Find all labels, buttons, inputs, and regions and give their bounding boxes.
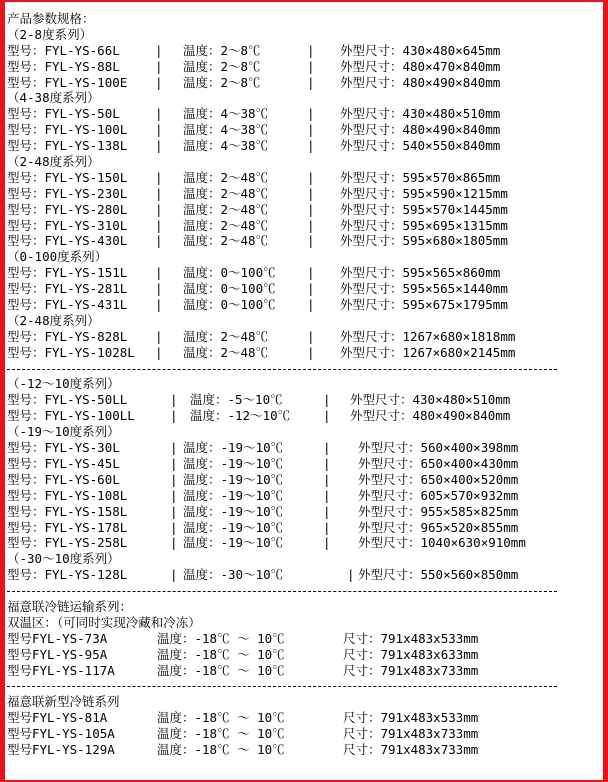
temperature-text: 温度：-19～10℃ (183, 440, 284, 456)
column-separator: | (307, 217, 315, 233)
new-series-heading-text: 福意联新型冷链系列 (7, 694, 120, 710)
transport-subheading-text: 双温区：（可同时实现冷藏和冷冻） (7, 614, 201, 630)
dashed-divider (7, 361, 597, 377)
transport-row (7, 663, 597, 679)
column-separator: | (170, 440, 178, 456)
temperature-text: 温度：2～8℃ (183, 74, 261, 90)
model-text: 型号：FYL-YS-230L (7, 185, 128, 201)
spec-row (7, 567, 597, 583)
size-text: 外型尺寸：595×695×1315mm (340, 217, 508, 233)
column-separator: | (155, 106, 163, 122)
spec-row (7, 297, 597, 313)
column-separator: | (307, 281, 315, 297)
section-heading (7, 154, 597, 170)
temperature-text: 温度：2～48℃ (183, 328, 269, 344)
column-separator: | (170, 519, 178, 535)
model-text: 型号：FYL-YS-430L (7, 233, 128, 249)
model-text: 型号：FYL-YS-150L (7, 169, 128, 185)
model-text: 型号：FYL-YS-151L (7, 265, 128, 281)
spec-row (7, 281, 597, 297)
new-series-row (7, 710, 597, 726)
spec-row (7, 265, 597, 281)
column-separator: | (307, 201, 315, 217)
spec-row (7, 233, 597, 249)
temperature-text: 温度：2～48℃ (183, 169, 269, 185)
column-separator: | (307, 344, 315, 360)
model-text: 型号：FYL-YS-280L (7, 201, 128, 217)
model-text: 型号FYL-YS-129A (7, 741, 115, 757)
size-text: 外型尺寸：605×570×932mm (358, 487, 519, 503)
transport-subheading (7, 615, 597, 631)
size-text: 外型尺寸：480×470×840mm (340, 58, 501, 74)
size-text: 外型尺寸：595×675×1795mm (340, 297, 508, 313)
column-separator: | (170, 471, 178, 487)
new-series-row (7, 742, 597, 758)
spec-row (7, 43, 597, 59)
column-separator: | (155, 42, 163, 58)
model-text: 型号：FYL-YS-100LL (7, 408, 135, 424)
column-separator: | (155, 138, 163, 154)
model-text: 型号：FYL-YS-158L (7, 503, 128, 519)
spec-row (7, 186, 597, 202)
column-separator: | (307, 233, 315, 249)
model-text: 型号：FYL-YS-66L (7, 42, 120, 58)
spec-row (7, 329, 597, 345)
model-text: 型号：FYL-YS-45L (7, 455, 120, 471)
column-separator: | (307, 74, 315, 90)
column-separator: | (170, 392, 178, 408)
model-text: 型号：FYL-YS-828L (7, 328, 128, 344)
spec-row (7, 456, 597, 472)
temperature-text: 温度：-18℃ ～ 10℃ (157, 662, 285, 678)
column-separator: | (323, 519, 331, 535)
size-text: 外型尺寸：965×520×855mm (358, 519, 519, 535)
title-text: 产品参数规格： (7, 11, 95, 26)
size-text: 外型尺寸：595×570×1445mm (340, 201, 508, 217)
temperature-text: 温度：2～48℃ (183, 185, 269, 201)
column-separator: | (170, 455, 178, 471)
transport-row (7, 647, 597, 663)
section-heading-text: （-12～10度系列） (7, 376, 120, 392)
column-separator: | (323, 408, 331, 424)
column-separator: | (323, 392, 331, 408)
column-separator: | (347, 567, 355, 583)
model-text: 型号：FYL-YS-88L (7, 58, 120, 74)
temperature-text: 温度：-30～10℃ (183, 567, 284, 583)
size-text: 尺寸：791x483x733mm (343, 726, 479, 742)
transport-heading (7, 599, 597, 615)
temperature-text: 温度：-18℃ ～ 10℃ (157, 646, 285, 662)
section-heading-text: （2-8度系列） (7, 26, 93, 42)
spec-row (7, 170, 597, 186)
column-separator: | (170, 503, 178, 519)
column-separator: | (155, 328, 163, 344)
model-text: 型号：FYL-YS-1028L (7, 344, 135, 360)
size-text: 外型尺寸：595×570×865mm (340, 169, 501, 185)
section-heading (7, 313, 597, 329)
temperature-text: 温度：2～8℃ (183, 42, 261, 58)
section-heading (7, 27, 597, 43)
dashed-divider (7, 678, 597, 694)
column-separator: | (307, 138, 315, 154)
column-separator: | (307, 122, 315, 138)
spec-row (7, 106, 597, 122)
column-separator: | (307, 185, 315, 201)
size-text: 尺寸：791x483x533mm (343, 630, 479, 646)
column-separator: | (307, 328, 315, 344)
column-separator: | (170, 567, 178, 583)
column-separator: | (170, 535, 178, 551)
section-heading (7, 424, 597, 440)
column-separator: | (323, 440, 331, 456)
temperature-text: 温度：-19～10℃ (183, 535, 284, 551)
size-text: 外型尺寸：1267×680×1818mm (340, 328, 516, 344)
section-heading-text: （2-48度系列） (7, 154, 100, 170)
spec-row (7, 75, 597, 91)
column-separator: | (323, 455, 331, 471)
size-text: 外型尺寸：480×490×840mm (340, 122, 501, 138)
column-separator: | (323, 535, 331, 551)
transport-heading-text: 福意联冷链运输系列： (7, 598, 133, 614)
model-text: 型号：FYL-YS-60L (7, 471, 120, 487)
column-separator: | (323, 487, 331, 503)
size-text: 外型尺寸：540×550×840mm (340, 138, 501, 154)
size-text: 外型尺寸：430×480×510mm (350, 392, 511, 408)
model-text: 型号FYL-YS-81A (7, 710, 108, 726)
column-separator: | (155, 185, 163, 201)
size-text: 外型尺寸：550×560×850mm (358, 567, 519, 583)
model-text: 型号：FYL-YS-310L (7, 217, 128, 233)
column-separator: | (155, 344, 163, 360)
model-text: 型号：FYL-YS-108L (7, 487, 128, 503)
size-text: 外型尺寸：560×400×398mm (358, 440, 519, 456)
new-series-row (7, 726, 597, 742)
temperature-text: 温度：-12～10℃ (190, 408, 291, 424)
temperature-text: 温度：-19～10℃ (183, 487, 284, 503)
model-text: 型号：FYL-YS-178L (7, 519, 128, 535)
section-heading-text: （0-100度系列） (7, 249, 108, 265)
temperature-text: 温度：4～38℃ (183, 122, 269, 138)
temperature-text: 温度：4～38℃ (183, 106, 269, 122)
model-text: 型号：FYL-YS-50L (7, 106, 120, 122)
spec-row (7, 392, 597, 408)
temperature-text: 温度：-18℃ ～ 10℃ (157, 726, 285, 742)
new-series-heading (7, 694, 597, 710)
model-text: 型号：FYL-YS-138L (7, 138, 128, 154)
model-text: 型号：FYL-YS-431L (7, 297, 128, 313)
model-text: 型号：FYL-YS-128L (7, 567, 128, 583)
size-text: 外型尺寸：595×680×1805mm (340, 233, 508, 249)
column-separator: | (155, 265, 163, 281)
column-separator: | (307, 42, 315, 58)
column-separator: | (307, 106, 315, 122)
spec-row (7, 535, 597, 551)
model-text: 型号：FYL-YS-281L (7, 281, 128, 297)
spec-row (7, 440, 597, 456)
size-text: 外型尺寸：1267×680×2145mm (340, 344, 516, 360)
column-separator: | (155, 297, 163, 313)
temperature-text: 温度：-18℃ ～ 10℃ (157, 710, 285, 726)
size-text: 尺寸：791x483x533mm (343, 710, 479, 726)
temperature-text: 温度：2～48℃ (183, 233, 269, 249)
column-separator: | (155, 169, 163, 185)
size-text: 外型尺寸：595×565×860mm (340, 265, 501, 281)
column-separator: | (155, 233, 163, 249)
column-separator: | (323, 471, 331, 487)
temperature-text: 温度：-19～10℃ (183, 503, 284, 519)
size-text: 外型尺寸：955×585×825mm (358, 503, 519, 519)
column-separator: | (307, 265, 315, 281)
size-text: 外型尺寸：480×490×840mm (340, 74, 501, 90)
spec-row (7, 488, 597, 504)
section-heading-text: （4-38度系列） (7, 90, 100, 106)
temperature-text: 温度：2～8℃ (183, 58, 261, 74)
model-text: 型号FYL-YS-95A (7, 646, 108, 662)
document-title (7, 11, 597, 27)
spec-row (7, 345, 597, 361)
column-separator: | (155, 201, 163, 217)
section-heading-text: （-30～10度系列） (7, 551, 120, 567)
spec-row (7, 408, 597, 424)
temperature-text: 温度：-19～10℃ (183, 455, 284, 471)
column-separator: | (155, 74, 163, 90)
spec-row (7, 472, 597, 488)
temperature-text: 温度：-19～10℃ (183, 519, 284, 535)
section-heading (7, 376, 597, 392)
temperature-text: 温度：2～48℃ (183, 344, 269, 360)
section-heading (7, 249, 597, 265)
model-text: 型号：FYL-YS-100E (7, 74, 128, 90)
size-text: 外型尺寸：480×490×840mm (350, 408, 511, 424)
size-text: 外型尺寸：595×590×1215mm (340, 185, 508, 201)
dashed-divider (7, 583, 597, 599)
temperature-text: 温度：0～100℃ (183, 297, 276, 313)
model-text: 型号FYL-YS-117A (7, 662, 115, 678)
temperature-text: 温度：2～48℃ (183, 217, 269, 233)
temperature-text: 温度：-19～10℃ (183, 471, 284, 487)
temperature-text: 温度：0～100℃ (183, 265, 276, 281)
section-heading (7, 90, 597, 106)
column-separator: | (307, 169, 315, 185)
temperature-text: 温度：2～48℃ (183, 201, 269, 217)
model-text: 型号：FYL-YS-30L (7, 440, 120, 456)
column-separator: | (307, 58, 315, 74)
column-separator: | (307, 297, 315, 313)
section-heading-text: （2-48度系列） (7, 312, 100, 328)
spec-row (7, 122, 597, 138)
column-separator: | (323, 503, 331, 519)
size-text: 外型尺寸：595×565×1440mm (340, 281, 508, 297)
column-separator: | (170, 408, 178, 424)
spec-row (7, 59, 597, 75)
column-separator: | (170, 487, 178, 503)
temperature-text: 温度：4～38℃ (183, 138, 269, 154)
size-text: 外型尺寸：430×480×645mm (340, 42, 501, 58)
spec-row (7, 202, 597, 218)
transport-row (7, 631, 597, 647)
spec-row (7, 504, 597, 520)
size-text: 外型尺寸：1040×630×910mm (358, 535, 526, 551)
temperature-text: 温度：-5～10℃ (190, 392, 283, 408)
spec-row (7, 520, 597, 536)
column-separator: | (155, 122, 163, 138)
column-separator: | (155, 58, 163, 74)
temperature-text: 温度：-18℃ ～ 10℃ (157, 741, 285, 757)
section-heading (7, 551, 597, 567)
column-separator: | (155, 217, 163, 233)
temperature-text: 温度：-18℃ ～ 10℃ (157, 630, 285, 646)
column-separator: | (155, 281, 163, 297)
model-text: 型号FYL-YS-105A (7, 726, 115, 742)
model-text: 型号：FYL-YS-50LL (7, 392, 128, 408)
spec-row (7, 138, 597, 154)
spec-document (7, 11, 597, 758)
size-text: 外型尺寸：430×480×510mm (340, 106, 501, 122)
size-text: 尺寸：791x483x733mm (343, 741, 479, 757)
size-text: 尺寸：791x483x733mm (343, 662, 479, 678)
temperature-text: 温度：0～100℃ (183, 281, 276, 297)
size-text: 外型尺寸：650×400×430mm (358, 455, 519, 471)
section-heading-text: （-19～10度系列） (7, 424, 120, 440)
model-text: 型号FYL-YS-73A (7, 630, 108, 646)
size-text: 尺寸：791x483x633mm (343, 646, 479, 662)
model-text: 型号：FYL-YS-100L (7, 122, 128, 138)
size-text: 外型尺寸：650×400×520mm (358, 471, 519, 487)
model-text: 型号：FYL-YS-258L (7, 535, 128, 551)
spec-row (7, 218, 597, 234)
